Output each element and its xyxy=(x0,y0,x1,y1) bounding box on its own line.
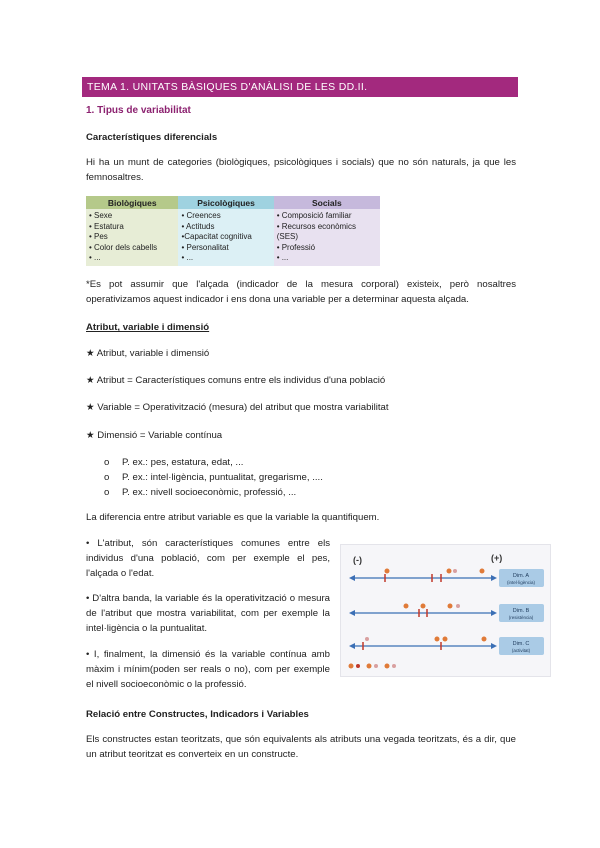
sub-item xyxy=(104,470,323,485)
difference-sentence: La diferencia entre atribut variable es que la variable la quantifiquem. xyxy=(86,512,380,523)
sub-item-text: P. ex.: pes, estatura, edat, ... xyxy=(122,457,244,468)
person-icon xyxy=(356,664,360,668)
relacio-paragraph: Els constructes estan teoritzats, que són equivalents als atributs una vegada teoritzats, és a dir, que un atribut teoritzat es converteix en un constructe. xyxy=(86,734,516,760)
subheading-relacio: Relació entre Constructes, Indicadors i Variables xyxy=(86,709,309,720)
minus-label: (-) xyxy=(353,555,362,565)
subheading-diferencials: Característiques diferencials xyxy=(86,132,218,143)
intro-paragraph: Hi ha un munt de categories (biològiques, psicològiques i socials) que no són naturals, ja que les femnosaltres. xyxy=(86,157,516,183)
sub-item xyxy=(104,455,243,470)
table-item: • Pes xyxy=(89,232,108,242)
table-item: • Professió xyxy=(276,242,316,252)
arrow-left-icon xyxy=(349,610,355,616)
categories-table xyxy=(86,196,380,266)
arrow-left-icon xyxy=(349,643,355,649)
person-icon xyxy=(448,604,453,609)
table-item: • Composició familiar xyxy=(276,211,352,220)
table-item: (SES) xyxy=(276,232,299,242)
sub-item xyxy=(104,485,296,500)
person-icon xyxy=(447,569,452,574)
dim-a-sub: (intel·ligència) xyxy=(506,580,536,585)
person-icon xyxy=(456,604,460,608)
table-item: • Creences xyxy=(181,211,221,220)
paragraph-atribut: • L'atribut, són característiques comunes entre els individus d'una població, com per exemple el pes, l'alçada o l'edat. xyxy=(86,538,330,579)
topic-title-banner: TEMA 1. UNITATS BÀSIQUES D'ANÀLISI DE LES DD.II. xyxy=(82,77,518,97)
table-cell-biologiques xyxy=(86,209,178,266)
table-item: • ... xyxy=(276,253,289,263)
dimensions-figure xyxy=(340,544,551,677)
sub-marker: o xyxy=(104,487,110,498)
subheading-atribut: Atribut, variable i dimensió xyxy=(86,322,210,333)
star-item: ★ Dimensió = Variable contínua xyxy=(86,430,223,441)
plus-label: (+) xyxy=(491,553,503,563)
arrow-right-icon xyxy=(491,575,497,581)
dim-b-name: Dim. B xyxy=(512,608,530,614)
table-item: • Recursos econòmics xyxy=(276,221,356,231)
person-icon xyxy=(385,664,390,669)
section-title: 1. Tipus de variabilitat xyxy=(86,105,191,116)
dim-a-name: Dim. A xyxy=(512,573,530,579)
table-header-socials: Socials xyxy=(274,196,380,209)
person-icon xyxy=(367,664,372,669)
table-cell-psicologiques xyxy=(178,209,273,266)
sub-marker: o xyxy=(104,472,110,483)
person-icon xyxy=(404,604,409,609)
person-icon xyxy=(482,637,487,642)
table-item: • Estatura xyxy=(89,221,124,231)
person-icon xyxy=(453,569,457,573)
person-icon xyxy=(480,569,485,574)
table-header-psicologiques: Psicològiques xyxy=(178,196,273,209)
person-icon xyxy=(365,637,369,641)
star-item: ★ Variable = Operativització (mesura) del atribut que mostra variabilitat xyxy=(86,402,389,413)
paragraph-dimensio: • I, finalment, la dimensió és la variable contínua amb màxim i mínim(poden ser reals o no), com per exemple el nivell socioeconòmic o la professió. xyxy=(86,649,330,690)
sub-item-text: P. ex.: intel·ligència, puntualitat, gregarisme, .... xyxy=(122,472,323,483)
table-item: • Personalitat xyxy=(181,242,229,252)
table-item: • ... xyxy=(89,253,101,263)
table-item: • Color dels cabells xyxy=(89,242,158,252)
star-item: ★ Atribut, variable i dimensió xyxy=(86,348,210,359)
person-icon xyxy=(443,637,448,642)
table-header-biologiques: Biològiques xyxy=(86,196,178,209)
dim-c-name: Dim. C xyxy=(512,641,530,647)
table-item: • ... xyxy=(181,253,194,263)
star-item: ★ Atribut = Característiques comuns entre els individus d'una població xyxy=(86,375,386,386)
sub-item-text: P. ex.: nivell socioeconòmic, professió, ... xyxy=(122,487,297,498)
person-icon xyxy=(435,637,440,642)
person-icon xyxy=(421,604,426,609)
table-cell-socials xyxy=(274,209,380,266)
dim-c-sub: (activitat) xyxy=(511,648,531,653)
arrow-right-icon xyxy=(491,643,497,649)
person-icon xyxy=(392,664,396,668)
dimensions-diagram xyxy=(341,545,550,676)
table-item: • Sexe xyxy=(89,211,113,220)
table-item: • Actituds xyxy=(181,221,215,231)
dim-b-sub: (resistència) xyxy=(508,615,534,620)
note-paragraph: *Es pot assumir que l'alçada (indicador de la mesura corporal) existeix, però nosaltres operativizamos aquest indicador i ens dona una variable per a determinar aquesta alçada. xyxy=(86,279,516,305)
person-icon xyxy=(374,664,378,668)
paragraph-variable: • D'altra banda, la variable és la operativització o mesura de l'atribut que mostra variabilitat, com per exemple la intel·ligència o la puntualitat. xyxy=(86,593,330,634)
table-item: •Capacitat cognitiva xyxy=(181,232,252,242)
arrow-right-icon xyxy=(491,610,497,616)
arrow-left-icon xyxy=(349,575,355,581)
person-icon xyxy=(385,569,390,574)
person-icon xyxy=(349,664,354,669)
sub-marker: o xyxy=(104,457,110,468)
